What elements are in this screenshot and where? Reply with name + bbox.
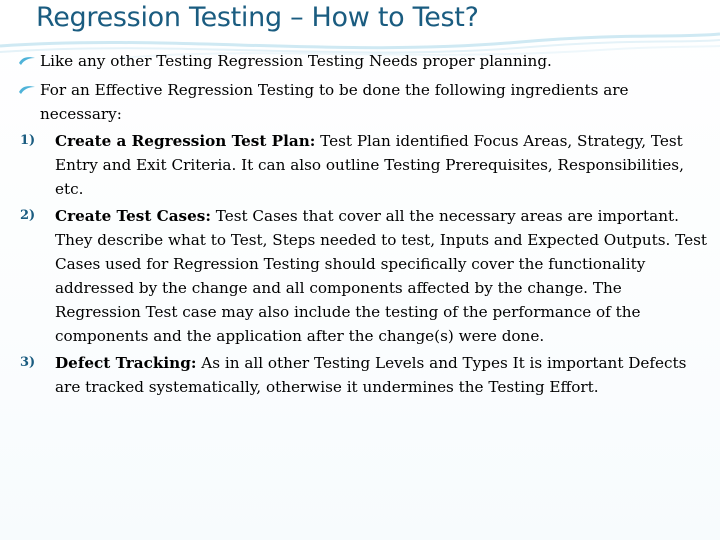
page-title: Regression Testing – How to Test?: [36, 2, 479, 33]
swoosh-bullet-icon: [18, 49, 40, 73]
item-heading: Create a Regression Test Plan:: [55, 132, 316, 150]
slide-content: [18, 49, 708, 399]
item-heading: Defect Tracking:: [55, 354, 197, 372]
bullet-item: [18, 49, 708, 73]
bullet-text: Like any other Testing Regression Testing Needs proper planning.: [40, 52, 552, 70]
item-number: 1): [20, 133, 36, 148]
item-text: Test Cases that cover all the necessary areas are important. They describe what to Test, Steps needed to test, Inputs and Expected Outputs. Test Cases used for Regression Testing should specifically cover the functionality addressed by the change and all components affected by the change. The Regression Test case may also include the testing of the performance of the components and the application after the change(s) were done.: [55, 207, 708, 345]
item-heading: Create Test Cases:: [55, 207, 211, 225]
item-text: Test Plan identified Focus Areas, Strategy, Test Entry and Exit Criteria. It can also outline Testing Prerequisites, Responsibilities, etc.: [55, 132, 684, 198]
item-text: As in all other Testing Levels and Types It is important Defects are tracked systematically, otherwise it undermines the Testing Effort.: [55, 354, 687, 396]
item-number: 2): [20, 208, 36, 223]
numbered-item: [18, 351, 708, 399]
bullet-text: For an Effective Regression Testing to be done the following ingredients are necessary:: [40, 81, 629, 123]
item-body: [55, 351, 708, 399]
swoosh-bullet-icon: [18, 78, 40, 102]
bullet-item: [18, 78, 708, 126]
numbered-item: [18, 129, 708, 201]
item-body: [55, 204, 708, 348]
numbered-item: [18, 204, 708, 348]
item-number: 3): [20, 355, 36, 370]
item-body: [55, 129, 708, 201]
